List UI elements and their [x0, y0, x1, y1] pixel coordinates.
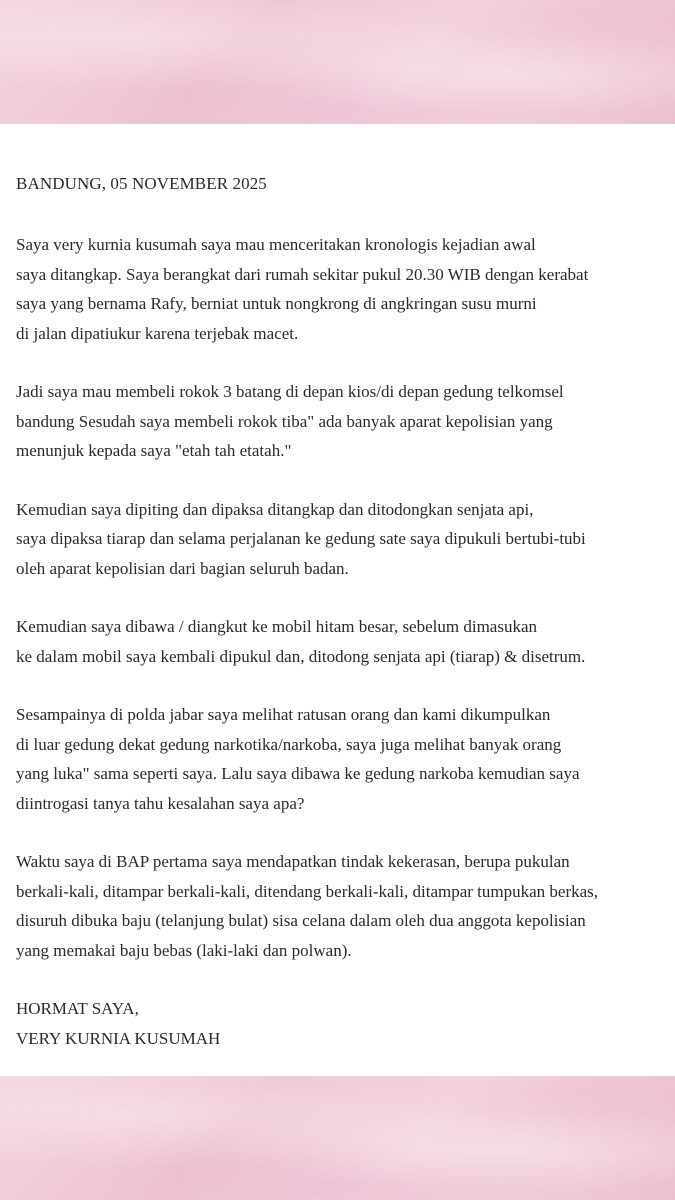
paragraph-transport — [16, 612, 666, 671]
paragraph-arrest — [16, 495, 666, 584]
text-line: Waktu saya di BAP pertama saya mendapatkan tindak kekerasan, berupa pukulan — [16, 852, 570, 871]
text-line: berkali-kali, ditampar berkali-kali, ditendang berkali-kali, ditampar tumpukan berkas, — [16, 881, 599, 901]
text-line: di luar gedung dekat gedung narkotika/narkoba, saya juga melihat banyak orang — [16, 734, 562, 754]
text-line: disuruh dibuka baju (telanjung bulat) sisa celana dalam oleh dua anggota kepolisian — [16, 911, 586, 930]
text-line: diintrogasi tanya tahu kesalahan saya apa? — [16, 793, 305, 813]
signature-name: VERY KURNIA KUSUMAH — [16, 1028, 221, 1048]
text-line: menunjuk kepada saya "etah tah etatah." — [16, 441, 292, 460]
decorative-footer-band — [0, 1076, 675, 1200]
paragraph-buying-cigarettes — [16, 377, 666, 466]
text-line: saya ditangkap. Saya berangkat dari rumah sekitar pukul 20.30 WIB dengan kerabat — [16, 264, 589, 284]
text-line: Sesampainya di polda jabar saya melihat ratusan orang dan kami dikumpulkan — [16, 705, 551, 724]
text-line: oleh aparat kepolisian dari bagian seluruh badan. — [16, 558, 349, 578]
text-line: di jalan dipatiukur karena terjebak macet. — [16, 323, 299, 343]
text-line: yang luka" sama seperti saya. Lalu saya dibawa ke gedung narkoba kemudian saya — [16, 764, 580, 783]
text-line: Jadi saya mau membeli rokok 3 batang di depan kios/di depan gedung telkomsel — [16, 382, 564, 401]
decorative-header-band — [0, 0, 675, 124]
text-line: Saya very kurnia kusumah saya mau menceritakan kronologis kejadian awal — [16, 235, 536, 254]
text-line: saya dipaksa tiarap dan selama perjalanan ke gedung sate saya dipukuli bertubi-tubi — [16, 529, 586, 548]
closing-salutation: HORMAT SAYA, — [16, 999, 139, 1018]
letter-closing — [16, 994, 666, 1053]
letter-date: BANDUNG, 05 NOVEMBER 2025 — [16, 174, 267, 193]
text-line: Kemudian saya dibawa / diangkut ke mobil hitam besar, sebelum dimasukan — [16, 617, 537, 636]
paragraph-bap — [16, 847, 666, 965]
text-line: bandung Sesudah saya membeli rokok tiba" ada banyak aparat kepolisian yang — [16, 411, 553, 431]
letter-body — [16, 170, 666, 1053]
text-line: ke dalam mobil saya kembali dipukul dan, ditodong senjata api (tiarap) & disetrum. — [16, 646, 586, 666]
text-line: saya yang bernama Rafy, berniat untuk nongkrong di angkringan susu murni — [16, 294, 537, 313]
paragraph-chronology-start — [16, 230, 666, 348]
paragraph-polda-jabar — [16, 700, 666, 818]
text-line: yang memakai baju bebas (laki-laki dan polwan). — [16, 940, 352, 960]
text-line: Kemudian saya dipiting dan dipaksa ditangkap dan ditodongkan senjata api, — [16, 499, 534, 519]
